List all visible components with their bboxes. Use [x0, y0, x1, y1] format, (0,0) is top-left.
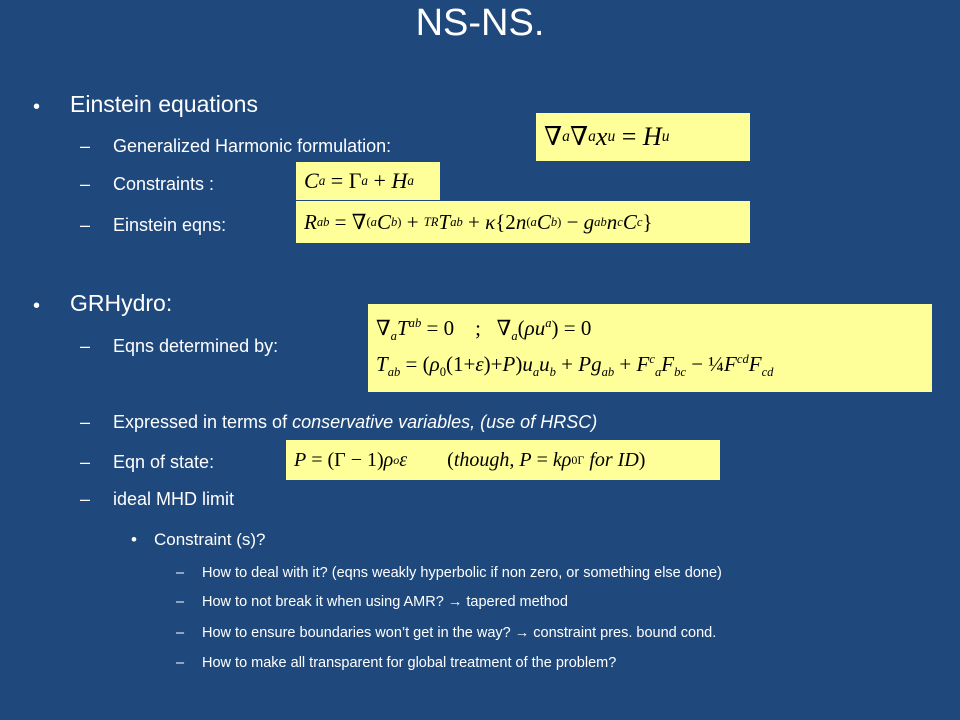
- heading-grhydro: GRHydro:: [70, 290, 173, 316]
- item-expressed: [113, 412, 597, 433]
- equation-constraints: C a = Γ a + H a: [296, 162, 440, 200]
- bullet-dot: •: [131, 530, 137, 549]
- heading-einstein-equations: Einstein equations: [70, 91, 258, 117]
- dash: –: [176, 655, 185, 671]
- dash: –: [80, 489, 91, 509]
- sub-item-amr: How to not break it when using AMR? → tapered method: [202, 594, 568, 610]
- item-expressed-text: Expressed in terms of: [113, 412, 293, 432]
- dash: –: [176, 625, 185, 641]
- dash: –: [80, 412, 91, 432]
- equation-harmonic: ∇ a ∇ a x u = H u: [536, 113, 750, 161]
- sub-item-boundaries: How to ensure boundaries won’t get in the way? → constraint pres. bound cond.: [202, 625, 717, 641]
- dash: –: [80, 452, 91, 472]
- dash: –: [176, 594, 185, 610]
- sub-item-deal: How to deal with it? (eqns weakly hyperbolic if non zero, or something else done): [202, 565, 722, 581]
- equation-hydro-line-2: $T_{ab} = (\rho_0(1+\varepsilon)+P)u_au_b + Pg_{ab} + F^c_aF_{bc}$ − $\frac{1}{4}F^{cd}F_{cd}$: [376, 352, 774, 380]
- dash: –: [80, 215, 91, 235]
- equation-eos: P = (Γ − 1) ρ o ε ( though, P = kρ 0 Γ for ID ): [286, 440, 720, 480]
- dash: –: [176, 565, 185, 581]
- slide-title: NS-NS.: [415, 2, 545, 44]
- item-eqns-determined: Eqns determined by:: [113, 336, 279, 356]
- equation-hydro-line-1: $\nabla_aT^{ab} = 0$ ; $\nabla_a(\rho u^a) = 0$: [376, 315, 592, 343]
- item-constraints: Constraints :: [113, 174, 215, 194]
- item-generalized-harmonic: Generalized Harmonic formulation:: [113, 136, 392, 156]
- item-eqn-of-state: Eqn of state:: [113, 452, 215, 472]
- item-einstein-eqns: Einstein eqns:: [113, 215, 227, 235]
- sub-item-transparent: How to make all transparent for global treatment of the problem?: [202, 655, 617, 671]
- dash: –: [80, 174, 91, 194]
- dash: –: [80, 336, 91, 356]
- item-constraint-s: Constraint (s)?: [154, 530, 266, 549]
- item-ideal-mhd: ideal MHD limit: [113, 489, 235, 509]
- dash: –: [80, 136, 91, 156]
- bullet-dot: •: [33, 96, 41, 118]
- equation-hydro: [368, 304, 932, 392]
- bullet-dot: •: [33, 295, 41, 317]
- item-expressed-italic: conservative variables, (use of HRSC): [292, 412, 598, 432]
- equation-einstein: R ab = ∇ (a C b) + TR T ab + κ {2 n (a C b) − g ab n c C c }: [296, 201, 750, 243]
